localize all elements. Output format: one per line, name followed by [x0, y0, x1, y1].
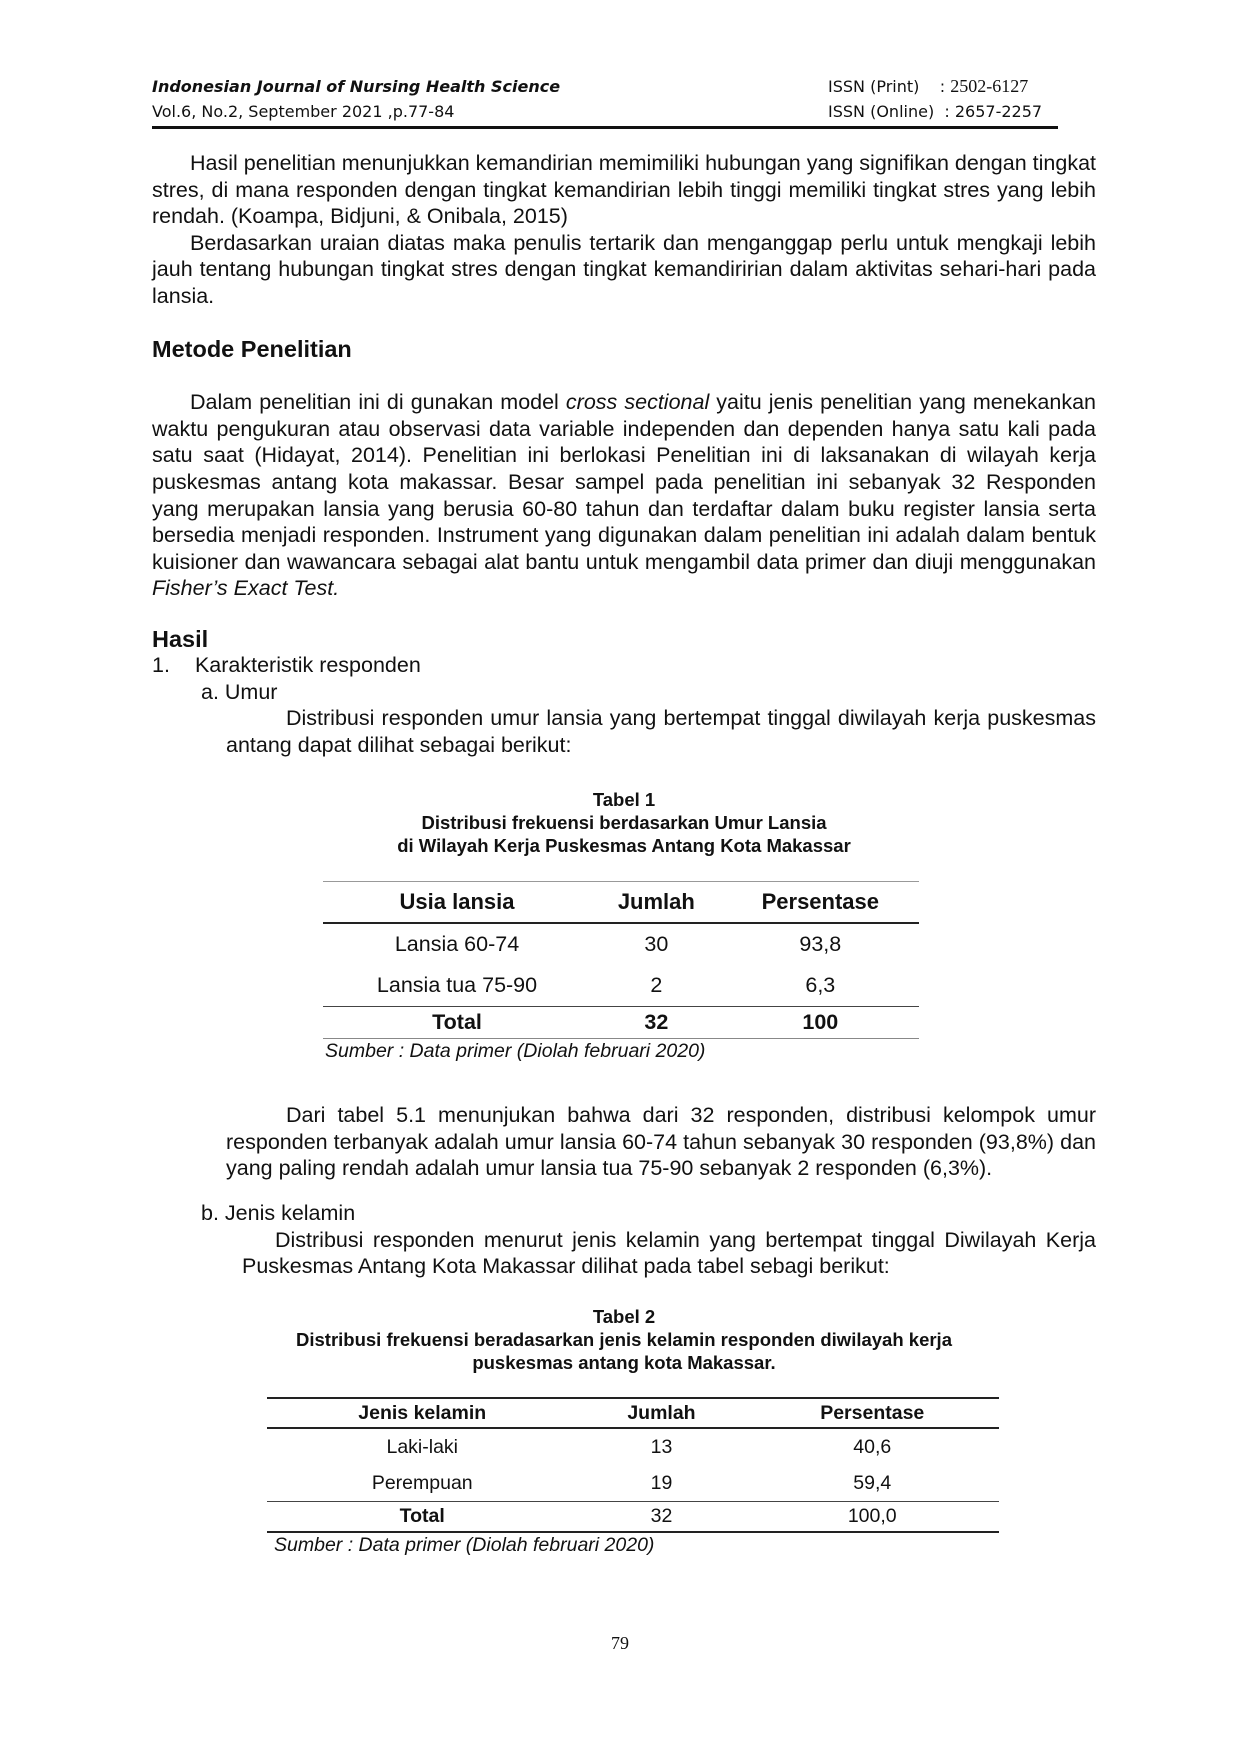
table-1-total-row: [323, 1007, 919, 1039]
table-1: [323, 881, 919, 1039]
table-2-header-jenis-kelamin: Jenis kelamin: [267, 1398, 577, 1429]
table-row: [267, 1465, 999, 1502]
table-cell: 100: [722, 1007, 919, 1039]
table-cell: 59,4: [853, 1472, 892, 1495]
table-cell: Total: [267, 1502, 577, 1532]
umur-result: Dari tabel 5.1 menunjukan bahwa dari 32 responden, distribusi kelompok umur responden terbanyak adalah umur lansia 60-74 tahun sebanyak 30 responden (93,8%) dan yang paling rendah adalah umur lansia tua 75-90 sebanyak 2 responden (6,3%).: [226, 1103, 1096, 1181]
table-cell: Lansia 60-74: [394, 932, 520, 957]
section-heading-metode: Metode Penelitian: [152, 335, 352, 362]
journal-name: Indonesian Journal of Nursing Health Science: [152, 77, 561, 96]
section-heading-hasil: Hasil: [152, 625, 209, 652]
table-cell: 6,3: [805, 973, 836, 998]
intro-paragraph-1: Hasil penelitian menunjukkan kemandirian memimiliki hubungan yang signifikan dengan tingkat stres, di mana responden dengan tingkat kemandirian lebih tinggi memiliki tingkat stres yang lebih rendah. (Koampa, Bidjuni, & Onibala, 2015): [152, 151, 1096, 229]
table-cell: Laki-laki: [386, 1436, 458, 1459]
page-header: [152, 74, 1058, 124]
umur-intro: Distribusi responden umur lansia yang bertempat tinggal diwilayah kerja puskesmas antang dapat dilihat sebagai berikut:: [226, 706, 1096, 757]
table-2-source: Sumber : Data primer (Diolah februari 2020): [274, 1534, 655, 1557]
table-1-title-line-2: di Wilayah Kerja Puskesmas Antang Kota Makassar: [397, 835, 851, 857]
hasil-item-1-label: Karakteristik responden: [194, 652, 421, 677]
subheading-umur: a. Umur: [201, 679, 278, 704]
table-cell: 93,8: [799, 932, 842, 957]
table-cell: 100,0: [745, 1502, 999, 1532]
table-1-header-usia: Usia lansia: [323, 882, 591, 924]
table-1-header-row: [323, 882, 919, 924]
table-2-title-line-1: Distribusi frekuensi beradasarkan jenis kelamin responden diwilayah kerja: [296, 1328, 952, 1350]
table-2-title-line-2: puskesmas antang kota Makassar.: [472, 1351, 776, 1373]
header-rule: [152, 126, 1058, 129]
metode-italic-1: cross sectional: [565, 390, 710, 415]
intro-paragraph-2: Berdasarkan uraian diatas maka penulis tertarik dan menganggap perlu untuk mengkaji lebih jauh tentang hubungan tingkat stres dengan tingkat kemandiririan dalam aktivitas sehari-hari pada lansia.: [152, 230, 1096, 308]
table-1-title-line-1: Distribusi frekuensi berdasarkan Umur Lansia: [421, 812, 827, 834]
issn-print: 2502-6127: [950, 76, 1029, 96]
hasil-item-1: [152, 652, 1096, 679]
table-1-header-jumlah: Jumlah: [591, 882, 722, 924]
table-1-header-persentase: Persentase: [722, 882, 919, 924]
issn-online-row: [828, 99, 1042, 124]
table-2-caption: [152, 1305, 1096, 1374]
table-row: [267, 1428, 999, 1465]
table-1-label: Tabel 1: [592, 789, 656, 811]
issn-online-label: ISSN (Online) :: [828, 102, 950, 121]
table-cell: 32: [577, 1502, 745, 1532]
hasil-item-1-number: 1.: [152, 652, 170, 677]
table-cell: 32: [591, 1007, 722, 1039]
page-content: [152, 150, 1096, 1557]
table-cell: 19: [650, 1472, 673, 1495]
table-cell: 13: [650, 1436, 673, 1459]
table-cell: Perempuan: [371, 1472, 473, 1495]
metode-text-1: Dalam penelitian ini di gunakan model: [190, 390, 566, 415]
table-1-caption: [152, 788, 1096, 857]
table-2: [267, 1397, 999, 1533]
subheading-jenis-kelamin: b. Jenis kelamin: [201, 1201, 356, 1226]
metode-italic-2: Fisher’s Exact Test.: [152, 576, 340, 601]
table-2-total-row: [267, 1502, 999, 1532]
table-2-header-row: [267, 1398, 999, 1429]
metode-paragraph: [152, 389, 1096, 602]
table-2-header-jumlah: Jumlah: [577, 1398, 745, 1429]
table-2-label: Tabel 2: [592, 1305, 656, 1327]
jenis-kelamin-intro: Distribusi responden menurut jenis kelamin yang bertempat tinggal Diwilayah Kerja Puskesmas Antang Kota Makassar dilihat pada tabel sebagi berikut:: [242, 1227, 1096, 1279]
header-right: [828, 74, 1042, 124]
table-cell: 40,6: [853, 1436, 892, 1459]
page-number: 79: [611, 1633, 629, 1653]
issn-print-label: ISSN (Print) :: [828, 77, 946, 96]
table-cell: 30: [644, 932, 669, 957]
table-cell: Total: [323, 1007, 591, 1039]
table-cell: Lansia tua 75-90: [376, 973, 538, 998]
issn-print-row: [828, 74, 1042, 99]
table-row: [323, 923, 919, 965]
table-cell: 2: [650, 973, 663, 998]
journal-volume: Vol.6, No.2, September 2021 ,p.77-84: [152, 102, 455, 121]
header-left: [152, 74, 560, 124]
table-row: [323, 965, 919, 1007]
table-1-source: Sumber : Data primer (Diolah februari 2020): [325, 1040, 706, 1063]
issn-online: 2657-2257: [954, 102, 1043, 121]
table-2-header-persentase: Persentase: [745, 1398, 999, 1429]
metode-text-2: yaitu jenis penelitian yang menekankan waktu pengukuran atau observasi data variable independen dan dependen hanya satu kali pada satu saat (Hidayat, 2014). Penelitian ini berlokasi Penelitian ini di laksanakan di wilayah kerja puskesmas antang kota makassar. Besar sampel pada penelitian ini sebanyak 32 Responden yang merupakan lansia yang berusia 60-80 tahun dan terdaftar dalam buku register lansia serta bersedia menjadi responden. Instrument yang digunakan dalam penelitian ini adalah dalam bentuk kuisioner dan wawancara sebagai alat bantu untuk mengambil data primer dan diuji menggunakan: [152, 390, 1096, 574]
